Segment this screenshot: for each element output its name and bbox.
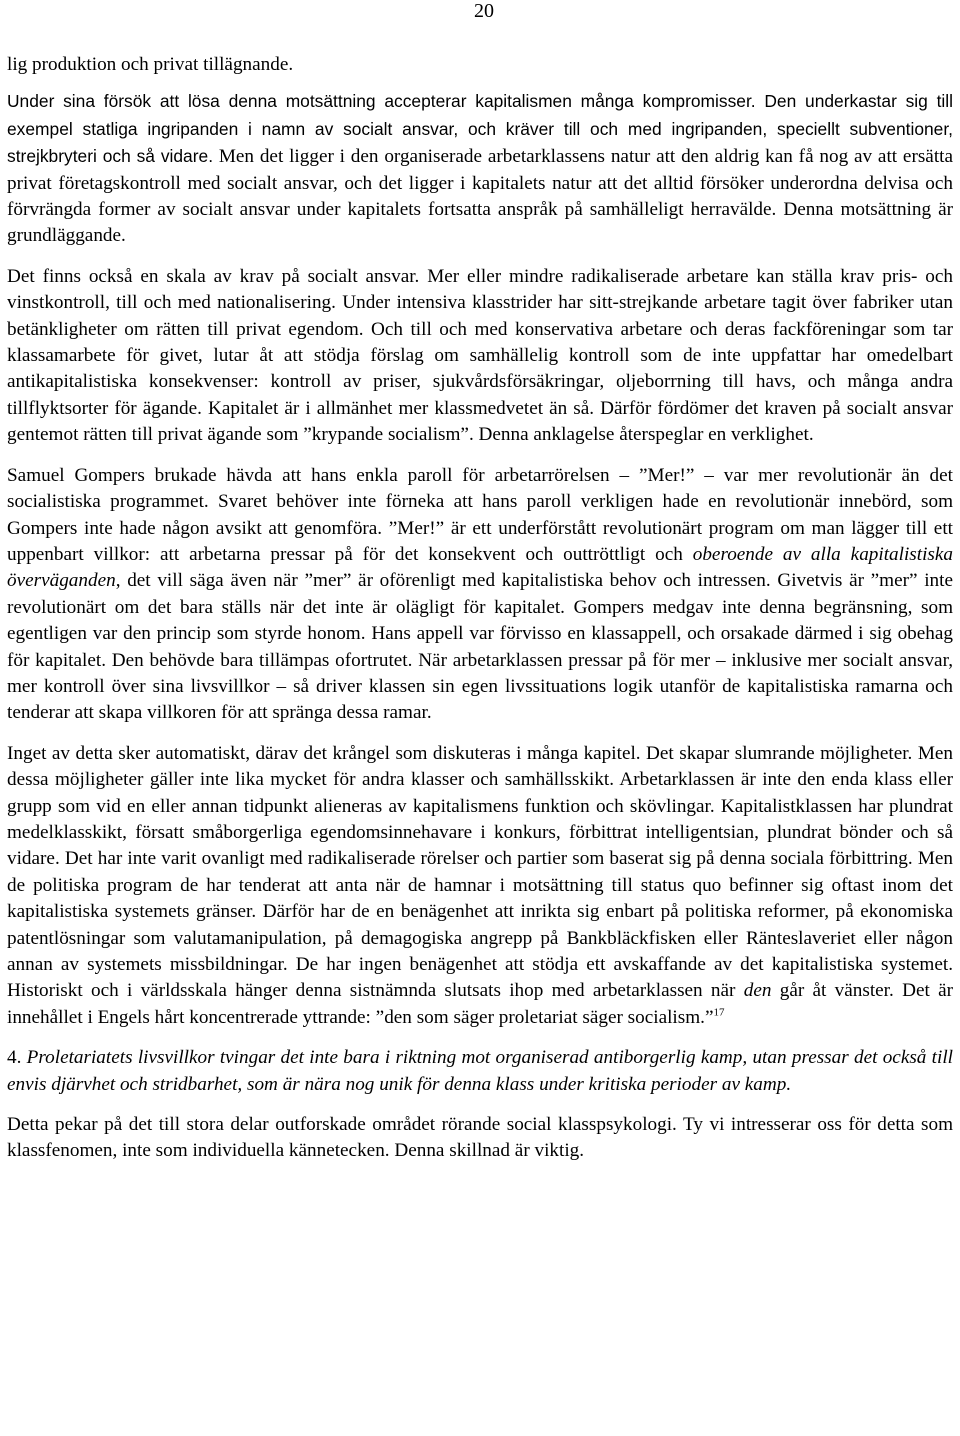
footnote-marker: 17	[713, 1006, 725, 1019]
paragraph-compromises-sans-text: Under sina försök att lösa denna motsättning accepterar kapitalismen många kompromisser. Den underkastar sig till exempel statliga ingripanden i namn av socialt ansvar, och kräver till och med ingripanden, speciellt subventioner, strejkbryteri och så vidare.	[7, 91, 953, 167]
paragraph-compromises-serif-text: Men det ligger i den organiserade arbetarklassens natur att den aldrig kan få nog av att ersätta privat företagskontroll med socialt ansvar, och det ligger i kapitalets natur att det alltid försöker underordna delvisa och förvrängda former av socialt ansvar under kapitalets fortsatta anspråk på samhälleligt herravälde. Denna motsättning är grundläggande.	[7, 146, 953, 247]
thesis-text: Proletariatets livsvillkor tvingar det inte bara i riktning mot organiserad antiborgerlig kamp, utan pressar det också till envis djärvhet och stridbarhet, som är nära nog unik för denna klass under kritiska perioder av kamp.	[7, 1047, 953, 1095]
paragraph-scale-of-demands: Det finns också en skala av krav på socialt ansvar. Mer eller mindre radikaliserade arbetare kan ställa krav pris- och vinstkontroll, till och med nationalisering. Under intensiva klasstrider har sitt-strejkande arbetare tagit över fabriker utan betänkligheter om rätten till privat egendom. Och till och med konservativa arbetare och deras fackföreningar som tar klassamarbete för givet, lutar åt att stödja förslag om samhällelig kontroll som de inte uppfattar har omedelbart antikapitalistiska konsekvenser: kontroll av priser, sjukvårdsförsäkringar, oljeborrning till havs, och många andra tillflyktsorter för ägande. Kapitalet är i allmänhet mer klassmedvetet än så. Därför fördömer det kraven på socialt ansvar gentemot rätten till privat ägande som ”krypande socialism”. Denna anklagelse återspeglar en verklighet.	[7, 265, 953, 446]
paragraph-automatic-text-1: Inget av detta sker automatiskt, därav det krångel som diskuteras i många kapitel. Det skapar slumrande möjligheter. Men dessa möjligheter gäller inte lika mycket för andra klasser och samhällsskikt. Arbetarklassen är inte den enda klass eller grupp som vid en eller annan tidpunkt alieneras av kapitalismens funktion och skövlingar. Kapitalistklassen har plundrat medelklasskikt, försatt småborgerliga egendomsinnehavare i konkurs, förbittrat intelligentsian, plundrat bönder och så vidare. Det har inte varit ovanligt med radikaliserade rörelser och partier som baserat sig på denna sociala förbittring. Men de politiska program de har tenderat att anta när de hamnar i motsättning till status quo befinner sig oftast inom det kapitalistiska systemets gränser. Därför har de en benägenhet att inrikta sig enbart på politiska reformer, på ekonomiska patentlösningar som valutamanipulation, på demagogiska angrepp på Bankbläckfisken eller Ränteslaveriet eller någon annan av systemets missbildningar. De har ingen benägenhet att stödja ett avskaffande av det kapitalistiska systemet. Historiskt och i världsskala hänger denna sistnämnda slutsats ihop med arbetarklassen när	[7, 742, 953, 1002]
paragraph-automatic	[7, 741, 953, 1031]
paragraph-gompers-text-1: Samuel Gompers brukade hävda att hans enkla paroll för arbetarrörelsen – ”Mer!” – var mer revolutionär än det socialistiska programmet. Svaret behöver inte förneka att hans paroll verkligen hade en revolutionär innebörd, som Gompers inte hade någon avsikt att genomföra. ”Mer!” är ett underförstått revolutionärt program om man lägger till ett uppenbart villkor: att arbetarna pressar på för det konsekvent och outtröttligt och	[7, 464, 953, 565]
paragraph-gompers	[7, 463, 953, 727]
paragraph-gompers-text-2: , det vill säga även när ”mer” är oförenligt med kapitalistiska behov och intressen. Givetvis är ”mer” inte revolutionärt om det bara ställs när det inte är olägligt för kapitalet. Gompers medgav inte denna begränsning, som egentligen var den princip som styrde honom. Hans appell var förvisso en klassappell, och orsakade därmed i sig obehag för kapitalet. Den behövde bara tillämpas ofortrutet. När arbetarklassen pressar på för mer – inklusive mer socialt ansvar, mer kontroll över sina livsvillkor – så driver klassen sin egen livssituations logik utanför de kapitalistiska ramarna och tenderar att skapa villkoren för att spränga dessa ramar.	[7, 570, 953, 724]
document-body	[7, 52, 953, 1179]
paragraph-thesis-4	[7, 1045, 953, 1098]
paragraph-automatic-text-2: går åt vänster. Det är innehållet i Engels hårt koncentrerade yttrande: ”den som säger proletariat säger socialism.”	[7, 980, 953, 1028]
page-number: 20	[474, 0, 494, 22]
paragraph-continuation: lig produktion och privat tillägnande.	[7, 54, 294, 75]
paragraph-class-psychology: Detta pekar på det till stora delar outforskade området rörande social klasspsykologi. Ty vi intresserar oss för detta som klassfenomen, inte som individuella kännetecken. Denna skillnad är viktig.	[7, 1114, 953, 1162]
paragraph-gompers-italic: oberoende av alla kapitalistiska överväganden	[7, 543, 953, 592]
paragraph-compromises	[7, 88, 953, 249]
thesis-number: 4.	[7, 1047, 22, 1069]
paragraph-automatic-italic: den	[743, 980, 772, 1002]
